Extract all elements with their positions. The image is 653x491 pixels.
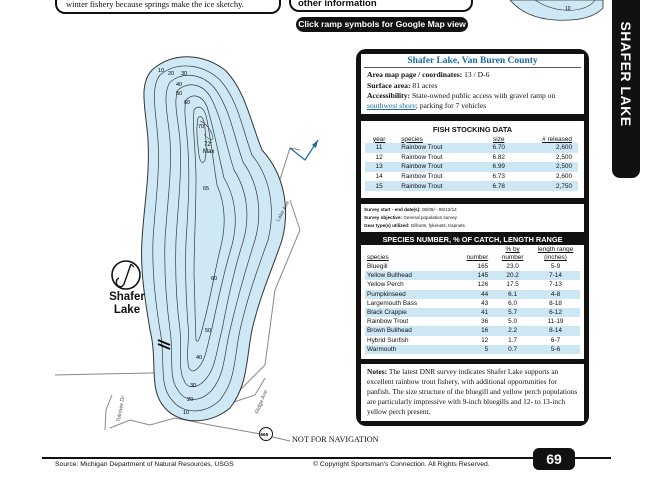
survey-dates-value: 06/09/ - 06/12/14 <box>421 207 457 212</box>
range-cell: 8-18 <box>549 299 562 307</box>
number-cell: 44 <box>453 290 494 299</box>
table-row <box>365 326 580 335</box>
species-cell: Pumpkinseed <box>365 290 453 299</box>
pct-cell: 5.7 <box>494 308 531 317</box>
notes-label: Notes: <box>367 367 388 376</box>
species-cell: Rainbow Trout <box>401 153 443 161</box>
pct-cell: 1.7 <box>508 336 518 344</box>
year-cell: 12 <box>375 153 383 161</box>
road-tolrowe-dr <box>105 395 112 430</box>
released-cell: 2,600 <box>556 173 572 181</box>
col-pct-top: % by <box>505 246 520 253</box>
side-tab <box>612 0 640 178</box>
number-cell: 126 <box>477 281 489 289</box>
area-line <box>367 70 489 79</box>
depth-label-70: 70 <box>198 124 205 130</box>
survey-dates-line <box>364 207 457 212</box>
species-cell: Rainbow Trout <box>393 143 475 153</box>
pct-cell: 17.5 <box>506 281 519 289</box>
max-depth-value: 72' <box>204 142 212 148</box>
number-cell: 16 <box>453 326 494 335</box>
range-cell: 4-8 <box>531 290 580 299</box>
depth-label-60-top: 60 <box>184 100 191 106</box>
access-label: Accessibility: <box>367 91 411 100</box>
table-row <box>365 290 580 299</box>
range-cell: 7-13 <box>549 281 562 289</box>
released-cell: 2,750 <box>522 181 578 191</box>
col-length-bottom: (inches) <box>544 254 567 261</box>
pct-cell: 23.0 <box>506 263 519 271</box>
table-row <box>365 143 578 153</box>
survey-objective-line <box>364 215 457 220</box>
route-badge-number: 665 <box>260 432 269 437</box>
size-cell: 6.82 <box>492 153 505 161</box>
year-cell: 14 <box>375 173 383 181</box>
released-cell: 2,500 <box>556 153 572 161</box>
depth-label-10-bottom: 10 <box>183 410 190 416</box>
species-cell: Yellow Bullhead <box>365 271 453 280</box>
species-cell: Hybrid Sunfish <box>367 336 409 344</box>
species-cell: Rainbow Trout <box>367 318 409 326</box>
year-cell: 11 <box>365 143 393 153</box>
species-cell: Rainbow Trout <box>401 173 443 181</box>
notes-paragraph <box>367 367 580 417</box>
google-map-link-bar[interactable]: Click ramp symbols for Google Map view <box>296 17 468 32</box>
depth-label-30-bottom: 30 <box>190 383 197 389</box>
range-cell: 7-14 <box>531 271 580 280</box>
table-row <box>365 172 578 182</box>
outlet-stream <box>290 140 318 160</box>
road-label-lake-ave: Lake Ave <box>275 200 292 223</box>
access-line-2 <box>367 101 486 110</box>
pct-cell: 2.2 <box>494 326 531 335</box>
depth-label-50-top: 50 <box>176 91 183 97</box>
footer-rule <box>42 457 611 459</box>
road-label-ridge-ave: Ridge Ave <box>254 389 270 415</box>
table-row <box>365 153 578 163</box>
col-released: # released <box>542 135 572 143</box>
depth-label-10-top: 10 <box>158 68 165 74</box>
table-row <box>365 262 580 271</box>
table-row <box>365 308 580 317</box>
year-cell: 13 <box>365 162 393 172</box>
lake-name-label <box>101 291 153 317</box>
species-catch-table <box>365 246 580 354</box>
number-cell: 41 <box>453 308 494 317</box>
pct-cell: 6.1 <box>494 290 531 299</box>
depth-label-50-mid: 50 <box>205 328 212 334</box>
col-year: year <box>372 135 386 143</box>
title-rule <box>364 67 581 68</box>
range-cell: 5-9 <box>550 263 561 271</box>
fish-stocking-header <box>365 135 578 143</box>
number-cell: 145 <box>453 271 494 280</box>
access-value-1: State-owned public access with gravel ramp on <box>411 91 556 100</box>
col-length-top: length range <box>537 246 574 253</box>
survey-dates-label: Survey start - end date(s): <box>364 207 421 212</box>
survey-gear-line <box>364 223 465 228</box>
species-cell: Largemouth Bass <box>367 299 418 307</box>
species-cell: Yellow Perch <box>367 281 404 289</box>
table-row <box>365 317 580 326</box>
depth-label-65: 65 <box>203 186 210 192</box>
range-cell: 6-12 <box>531 308 580 317</box>
depth-label-40-top: 40 <box>176 82 183 88</box>
size-cell: 6.99 <box>476 162 522 172</box>
number-cell: 36 <box>481 318 489 326</box>
depth-label-30-top: 30 <box>181 71 188 77</box>
survey-objective-value: General population survey <box>403 215 457 220</box>
fish-hook-icon <box>112 261 140 289</box>
route-badge <box>260 428 273 441</box>
number-cell: 12 <box>481 336 489 344</box>
fish-stocking-title: FISH STOCKING DATA <box>432 125 513 134</box>
col-number: number <box>466 254 489 261</box>
number-cell: 5 <box>453 345 494 354</box>
range-cell: 11-19 <box>547 318 564 326</box>
lake-name-line-1: Shafer <box>109 291 145 303</box>
table-row <box>365 336 580 345</box>
table-row <box>365 280 580 289</box>
top-right-depth-10: 10 <box>565 6 571 12</box>
col-size: size <box>493 135 505 143</box>
copyright: © Copyright Sportsman's Connection. All Rights Reserved. <box>313 461 490 468</box>
range-cell: 8-14 <box>531 326 580 335</box>
table-row <box>365 345 580 354</box>
col-species: species <box>367 254 389 261</box>
top-note-text: winter fishery because springs make the ice sketchy. <box>66 0 244 9</box>
surface-label: Surface area: <box>367 81 411 90</box>
species-cell: Rainbow Trout <box>393 162 475 172</box>
other-info-text: other information <box>298 0 377 9</box>
southwest-shore-link[interactable]: southwest shore <box>367 101 416 110</box>
notes-body: The latest DNR survey indicates Shafer Lake supports an excellent rainbow trout fishery, with additional opportunities for panfish. The size structure of the bluegill and yellow perch populations are particularly impressive with 9-inch bluegills and 12- to 13-inch yellow perch present. <box>367 367 578 416</box>
source-credit: Source: Michigan Department of Natural Resources, USGS <box>55 461 234 468</box>
survey-gear-label: Gear type(s) utilized: <box>364 223 410 228</box>
depth-label-20-bottom: 20 <box>187 397 194 403</box>
lake-title: Shafer Lake, Van Buren County <box>407 56 538 66</box>
depth-label-20-top: 20 <box>168 71 175 77</box>
col-pct-bottom: number <box>501 254 524 261</box>
pct-cell: 5.0 <box>508 318 518 326</box>
fish-stocking-table <box>365 135 578 191</box>
number-cell: 43 <box>481 299 489 307</box>
depth-label-60-mid: 60 <box>211 276 218 282</box>
species-cell: Bluegill <box>367 263 388 271</box>
year-cell: 15 <box>365 181 393 191</box>
depth-label-40-bottom: 40 <box>196 355 203 361</box>
survey-gear-value: Gillnets, fykenets, trapnets <box>410 223 465 228</box>
pct-cell: 20.2 <box>494 271 531 280</box>
surface-value: 81 acres <box>412 81 438 90</box>
adjacent-map-fragment <box>505 0 605 28</box>
range-cell: 5-6 <box>531 345 580 354</box>
surface-line <box>367 81 438 90</box>
page-number: 69 <box>533 448 575 470</box>
pct-cell: 6.0 <box>508 299 518 307</box>
col-species: species <box>401 135 423 143</box>
max-depth-label: Max <box>203 149 215 155</box>
access-line <box>367 91 555 100</box>
size-cell: 6.73 <box>492 173 505 181</box>
species-header-bottom <box>365 254 580 262</box>
table-row <box>365 181 578 191</box>
species-cell: Warmouth <box>365 345 453 354</box>
species-header-top <box>365 246 580 254</box>
range-cell: 6-7 <box>550 336 561 344</box>
species-cell: Brown Bullhead <box>365 326 453 335</box>
pct-cell: 0.7 <box>494 345 531 354</box>
species-cell: Black Crappie <box>365 308 453 317</box>
size-cell: 6.70 <box>476 143 522 153</box>
number-cell: 165 <box>477 263 489 271</box>
area-label: Area map page / coordinates: <box>367 70 463 79</box>
table-row <box>365 299 580 308</box>
lake-name-line-2: Lake <box>113 304 141 316</box>
not-for-navigation: NOT FOR NAVIGATION <box>292 435 379 444</box>
road-label-tolrowe-dr: Tolrowe Dr <box>116 395 127 423</box>
released-cell: 2,600 <box>522 143 578 153</box>
area-value: 13 / D-6 <box>464 70 490 79</box>
side-tab-title: SHAFER LAKE <box>618 21 634 127</box>
table-row <box>365 162 578 172</box>
size-cell: 6.78 <box>476 181 522 191</box>
access-value-2: ; parking for 7 vehicles <box>415 101 487 110</box>
species-cell: Rainbow Trout <box>393 181 475 191</box>
table-row <box>365 271 580 280</box>
released-cell: 2,500 <box>522 162 578 172</box>
survey-objective-label: Survey objective: <box>364 215 403 220</box>
species-catch-title: SPECIES NUMBER, % OF CATCH, LENGTH RANGE <box>382 235 563 244</box>
